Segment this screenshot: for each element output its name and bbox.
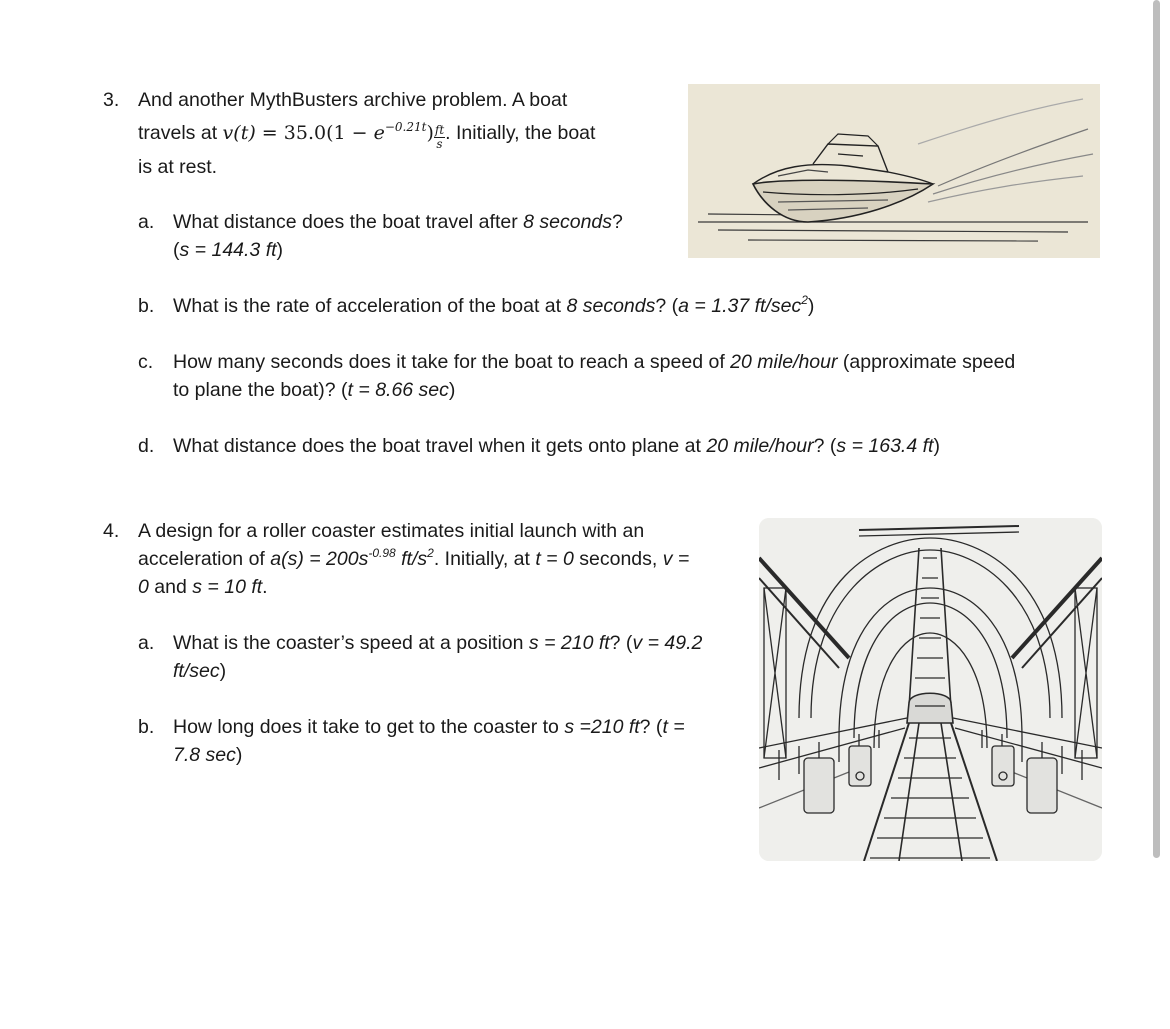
problem-3b-question: What is the rate of acceleration of the boat at 8 seconds? (a = 1.37 $ft/\sec^2$) bbox=[173, 293, 815, 317]
problem-4-intro-line1: A design for a roller coaster estimates initial launch with an bbox=[138, 520, 645, 542]
roller-coaster-sketch bbox=[759, 518, 1102, 861]
problem-4-intro-line2: acceleration of $a(s) = 200s^{-0.98}$ $ft/s^2$. Initially, at t = 0 seconds, v = bbox=[138, 546, 690, 570]
problem-4a-question: What is the coaster’s speed at a position s = 210 ft? (v = 49.2 bbox=[173, 632, 703, 654]
problem-3d-question: What distance does the boat travel when it gets onto plane at 20 mile/hour? (s = 163.4 ft) bbox=[173, 435, 940, 457]
problem-3a-letter: a. bbox=[138, 211, 155, 233]
problem-4b-question: How long does it take to get to the coaster to s =210 ft? (t = bbox=[173, 716, 685, 738]
problem-3d-letter: d. bbox=[138, 435, 155, 457]
problem-3-intro-line2: travels at $v(t) = 35.0(1 - e^{-0.21t})$ $\frac{ft}{s}$ . Initially, the boat bbox=[138, 120, 596, 151]
problem-4-intro-line3: 0 and s = 10 ft. bbox=[138, 576, 268, 598]
problem-3a-question: What distance does the boat travel after 8 seconds? bbox=[173, 211, 623, 233]
problem-3c-question: How many seconds does it take for the boat to reach a speed of 20 mile/hour (approximate speed bbox=[173, 351, 1016, 373]
problem-4b-answer: 7.8 sec) bbox=[173, 744, 243, 766]
problem-4b-letter: b. bbox=[138, 716, 155, 738]
problem-3-number: 3. bbox=[103, 89, 120, 111]
problem-4a-letter: a. bbox=[138, 632, 155, 654]
velocity-formula: $v(t) = 35.0(1 - e^{-0.21t})$ bbox=[222, 120, 434, 144]
vertical-scrollbar[interactable] bbox=[1153, 0, 1160, 858]
roller-coaster-illustration bbox=[759, 518, 1102, 861]
problem-4-number: 4. bbox=[103, 520, 120, 542]
problem-3c-answer: to plane the boat)? (t = 8.66 sec) bbox=[173, 379, 456, 401]
problem-3a-answer: (s = 144.3 ft) bbox=[173, 239, 284, 261]
problem-3c-letter: c. bbox=[138, 351, 154, 373]
problem-3-intro-line3: is at rest. bbox=[138, 156, 218, 178]
problem-3-intro-line1: And another MythBusters archive problem. A boat bbox=[138, 89, 568, 111]
boat-sketch bbox=[688, 84, 1100, 258]
problem-4a-answer: ft/sec) bbox=[173, 660, 227, 682]
velocity-unit-fraction: $\frac{ft}{s}$ bbox=[434, 123, 445, 151]
boat-illustration bbox=[688, 84, 1100, 258]
problem-3b-letter: b. bbox=[138, 295, 155, 317]
